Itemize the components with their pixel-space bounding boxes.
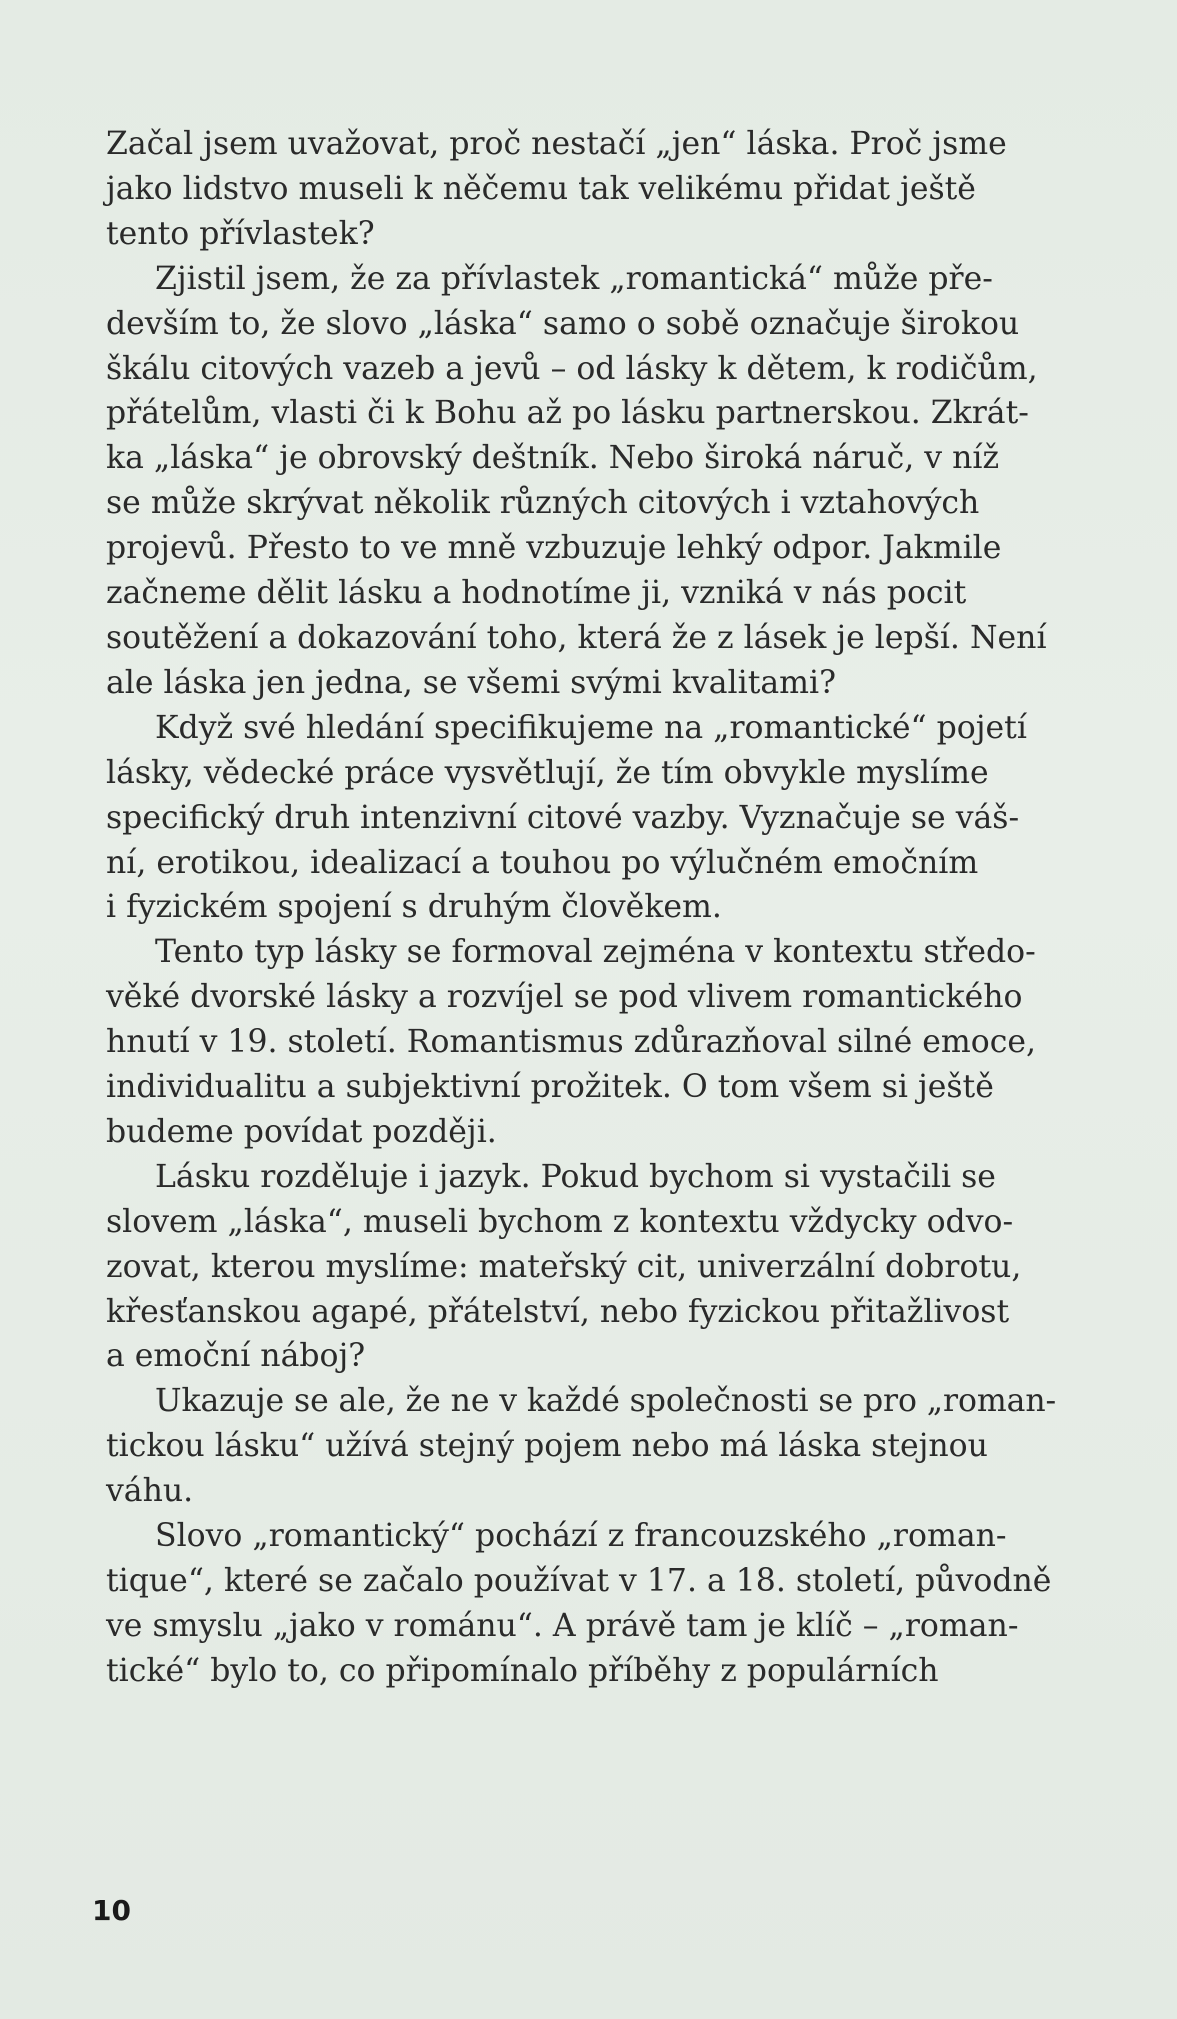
text-line: se může skrývat několik různých citových i vztahových [106, 485, 980, 522]
text-line: přátelům, vlasti či k Bohu až po lásku partnerskou. Zkrát- [106, 395, 1029, 432]
text-line: Slovo „romantický“ pochází z francouzského „roman- [155, 1518, 1007, 1555]
text-line: a emoční náboj? [106, 1338, 366, 1375]
text-line: škálu citových vazeb a jevů – od lásky k dětem, k rodičům, [106, 350, 1038, 387]
text-line: křesťanskou agapé, přátelství, nebo fyzickou přitažlivost [106, 1293, 1010, 1330]
text-line: Zjistil jsem, že za přívlastek „romantická“ může pře- [155, 260, 993, 297]
text-line: budeme povídat později. [106, 1113, 497, 1150]
text-line: tické“ bylo to, co připomínalo příběhy z populárních [106, 1652, 939, 1689]
text-line: váhu. [106, 1473, 194, 1510]
text-line: ka „láska“ je obrovský deštník. Nebo široká náruč, v níž [106, 440, 1000, 477]
text-line: Lásku rozděluje i jazyk. Pokud bychom si vystačili se [155, 1158, 996, 1195]
text-line: Tento typ lásky se formoval zejména v kontextu středo- [155, 934, 1036, 971]
text-line: projevů. Přesto to ve mně vzbuzuje lehký odpor. Jakmile [106, 530, 1002, 567]
text-line: tento přívlastek? [106, 215, 375, 252]
text-line: ve smyslu „jako v románu“. A právě tam je klíč – „roman- [106, 1607, 1019, 1644]
text-line: zovat, kterou myslíme: mateřský cit, univerzální dobrotu, [106, 1248, 1022, 1285]
text-line: lásky, vědecké práce vysvětlují, že tím obvykle myslíme [106, 754, 989, 791]
text-line: specifický druh intenzivní citové vazby. Vyznačuje se váš- [106, 799, 1020, 836]
text-line: ní, erotikou, idealizací a touhou po výlučném emočním [106, 844, 979, 881]
text-line: hnutí v 19. století. Romantismus zdůrazňoval silné emoce, [106, 1024, 1037, 1061]
text-line: začneme dělit lásku a hodnotíme ji, vzniká v nás pocit [106, 575, 967, 612]
text-line: Když své hledání specifikujeme na „romantické“ pojetí [155, 709, 1027, 746]
body-text [106, 122, 1056, 1694]
text-line: devším to, že slovo „láska“ samo o sobě označuje širokou [106, 305, 1020, 342]
text-line: slovem „láska“, museli bychom z kontextu vždycky odvo- [106, 1203, 1014, 1240]
text-line: ale láska jen jedna, se všemi svými kvalitami? [106, 664, 836, 701]
text-line: Ukazuje se ale, že ne v každé společnosti se pro „roman- [155, 1383, 1057, 1420]
text-line: tique“, které se začalo používat v 17. a 18. století, původně [106, 1563, 1052, 1599]
text-line: věké dvorské lásky a rozvíjel se pod vlivem romantického [106, 979, 1023, 1016]
page-number: 10 [92, 1894, 131, 1927]
text-line: tickou lásku“ užívá stejný pojem nebo má láska stejnou [106, 1428, 988, 1465]
text-line: jako lidstvo museli k něčemu tak velikému přidat ještě [106, 170, 976, 207]
text-line: Začal jsem uvažovat, proč nestačí „jen“ láska. Proč jsme [106, 126, 1007, 162]
text-line: soutěžení a dokazování toho, která že z lásek je lepší. Není [106, 619, 1047, 656]
text-line: individualitu a subjektivní prožitek. O tom všem si ještě [106, 1069, 994, 1106]
text-line: i fyzickém spojení s druhým člověkem. [106, 889, 722, 926]
